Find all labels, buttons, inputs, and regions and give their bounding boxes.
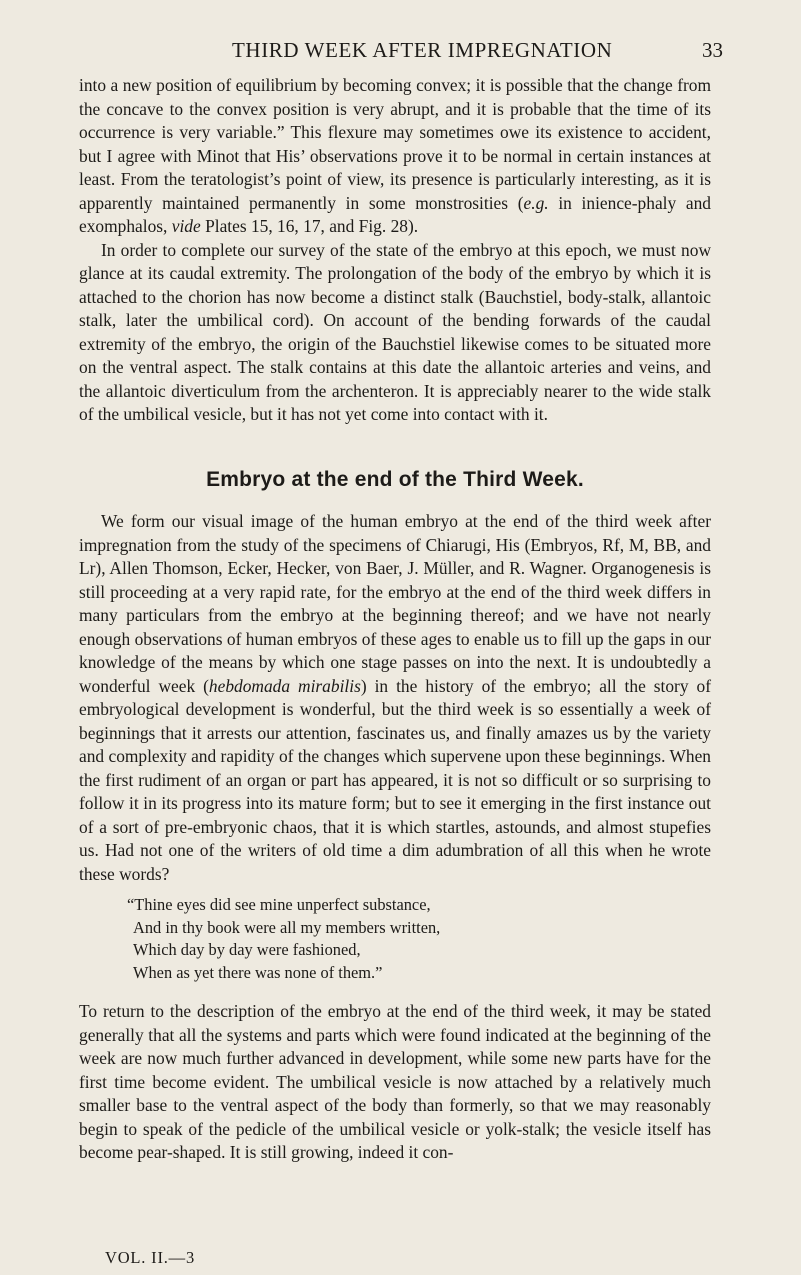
paragraph-2: In order to complete our survey of the state of the embryo at this epoch, we must now glance at its caudal extremity. The prolongation of the body of the embryo by which it is attached to the chorion has now become a distinct stalk (Bauchstiel, body-stalk, allantoic stalk, later the umbilical cord). On account of the bending forwards of the caudal extremity of the embryo, the origin of the Bauchstiel likewise comes to be situated more on the ventral aspect. The stalk contains at this date the allantoic arteries and veins, and the allantoic diverticulum from the archenteron. It is appreciably nearer to the wide stalk of the umbilical vesicle, but it has not yet come into contact with it.: [79, 239, 711, 424]
running-title: THIRD WEEK AFTER IMPREGNATION: [232, 38, 613, 62]
paragraph-4: To return to the description of the embryo at the end of the third week, it may be stated generally that all the systems and parts which were found indicated at the beginning of the week are now much further advanced in development, while some new parts have for the first time become evident. The umbilical vesicle is now attached by a relatively much smaller base to the ventral aspect of the body than formerly, so that we may reasonably begin to speak of the pedicle of the umbilical vesicle or yolk-stalk; the vesicle itself has become pear-shaped. It is still growing, indeed it con-: [79, 1001, 711, 1162]
verse-line: And in thy book were all my members written,: [133, 917, 441, 937]
verse-line: When as yet there was none of them.”: [133, 962, 383, 982]
signature-mark: VOL. II.—3: [105, 1248, 196, 1267]
verse-quotation: [127, 894, 711, 984]
running-head: [0, 38, 801, 68]
paragraph-1: [79, 74, 711, 239]
paragraph-1-text-c: Plates 15, 16, 17, and Fig. 28).: [200, 216, 419, 236]
verse-line: Which day by day were fashioned,: [133, 940, 361, 959]
page-number: 33: [702, 38, 723, 62]
paragraph-3: [79, 510, 711, 886]
paragraph-1-vide: vide: [171, 216, 201, 236]
paragraph-1-eg: e.g.: [523, 192, 549, 213]
verse-line: “Thine eyes did see mine unperfect substance,: [127, 895, 431, 914]
paragraph-3-text-b: ) in the history of the embryo; all the story of embryological development is wonderful, but the third week is so essentially a week of beginnings that it arrests our attention, fascinates us, and finally amazes us by the variety and complexity and rapidity of the changes which supervene upon these beginnings. When the first rudiment of an organ or part has appeared, it is not so difficult or so surprising to follow it in its progress into its mature form; but to see it emerging in the first instance out of a sort of pre-embryonic chaos, that it is which startles, astounds, and almost stupefies us. Had not one of the writers of old time a dim adumbration of all this when he wrote these words?: [79, 675, 712, 884]
text-block: [79, 74, 711, 1165]
paragraph-3-text-a: We form our visual image of the human embryo at the end of the third week after impregnation from the study of the specimens of Chiarugi, His (Embryos, Rf, M, BB, and Lr), Allen Thomson, Ecker, Hecker, von Baer, J. Müller, and R. Wagner. Organogenesis is still proceeding at a very rapid rate, for the embryo at the end of the third week differs in many particulars from the embryo at the beginning thereof; and we have not nearly enough observations of human embryos of these ages to enable us to fill up the gaps in our knowledge of the means by which one stage passes on into the next. It is undoubtedly a wonderful week (: [79, 511, 711, 696]
paragraph-3-latin: hebdomada mirabilis: [208, 675, 361, 696]
section-heading: Embryo at the end of the Third Week.: [206, 467, 584, 491]
paragraph-1-text-a: into a new position of equilibrium by becoming convex; it is possible that the change from the concave to the convex position is very abrupt, and it is probable that the time of its occurrence is very variable.” This flexure may sometimes owe its existence to accident, but I agree with Minot that His’ observations prove it to be normal in certain instances at least. From the teratologist’s point of view, its presence is particularly interesting, as it is apparently maintained permanently in some monstrosities (: [79, 75, 711, 213]
paragraph-1-text-b: in inience-phaly and exomphalos,: [79, 192, 711, 236]
